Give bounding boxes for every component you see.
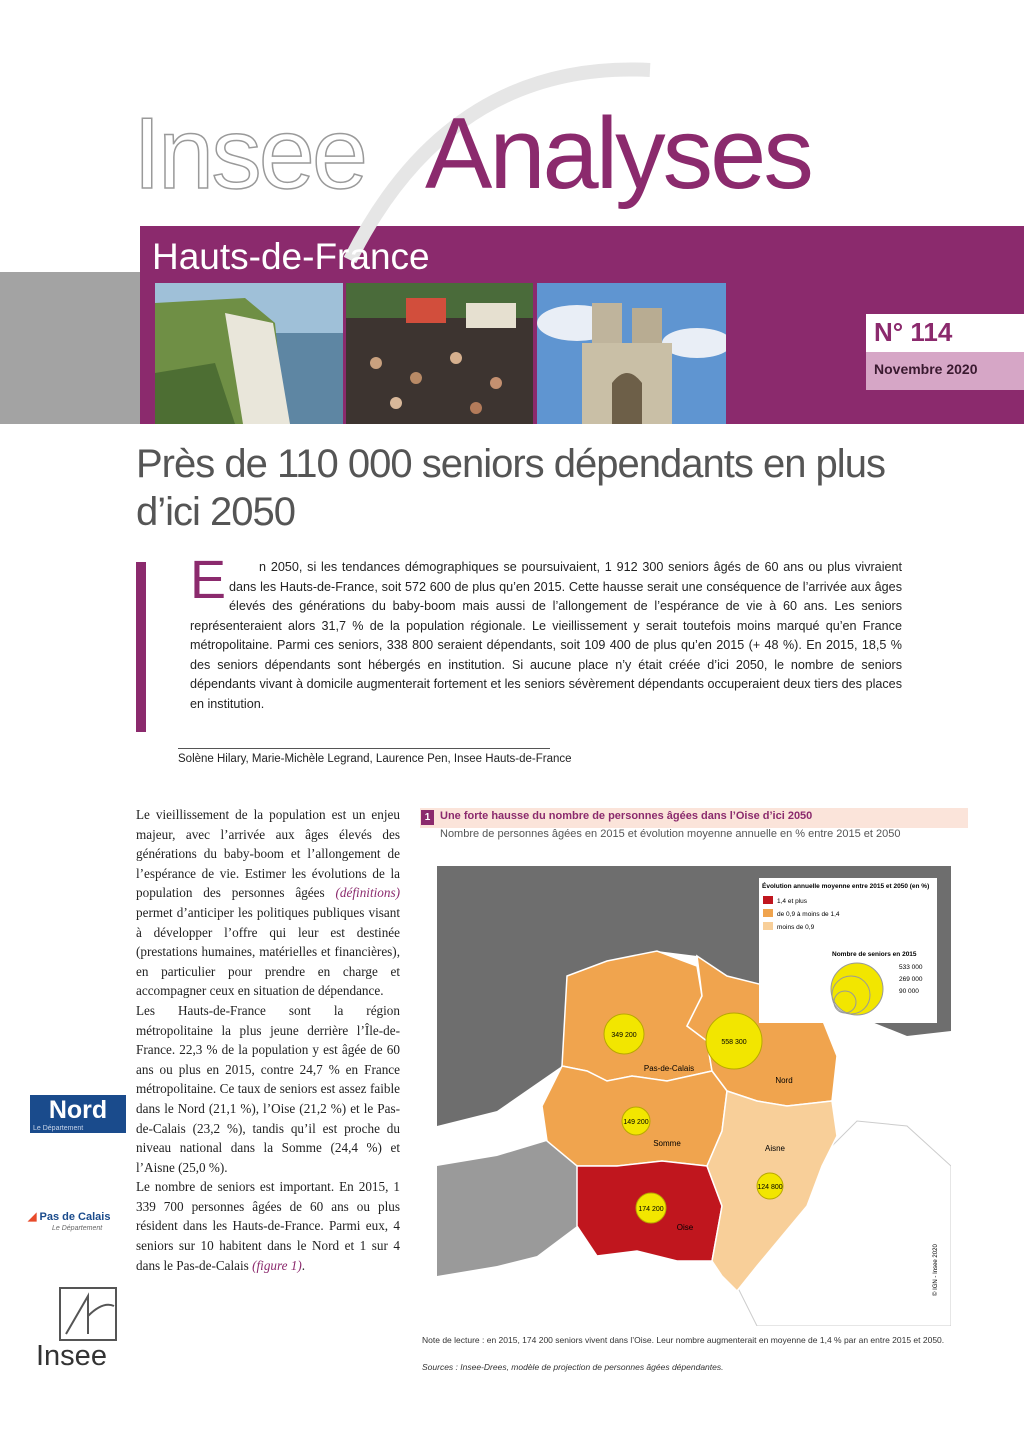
value-somme: 149 200 (623, 1119, 649, 1126)
body-text (136, 805, 400, 1275)
legend-size-title: Nombre de seniors en 2015 (832, 951, 917, 958)
value-aisne: 124 800 (757, 1184, 783, 1191)
issue-date: Novembre 2020 (874, 361, 978, 377)
value-nord: 558 300 (721, 1039, 747, 1046)
legend-item-strong: 1,4 et plus (777, 898, 807, 905)
body-paragraph-3 (136, 1177, 400, 1275)
legend-item-medium: de 0,9 à moins de 1,4 (777, 911, 840, 918)
legend-swatch-strong (763, 896, 773, 904)
abstract-text: n 2050, si les tendances démographiques se poursuivaient, 1 912 300 seniors âgés de 60 ans ou plus vivraient dans les Hauts-de-France, soit 572 600 de plus qu’en 2015. Cette hausse serait une conséquence de l’arrivée aux âges élevés des générations du baby-boom mais aussi de l’allongement de l’espérance de vie à 60 ans. Les seniors représenteraient alors 31,7 % de la population régionale. Le vieillissement y serait toutefois moins marqué qu’en France métropolitaine. Parmi ces seniors, 338 800 seraient dépendants, soit 109 400 de plus qu’en 2015 (+ 48 %). En 2015, 18,5 % des seniors dépendants sont hébergés en institution. Si aucune place n’y était créée d’ici 2050, le nombre de seniors dépendants vivant à domicile augmenterait fortement et les seniors sévèrement dépendants occuperaient deux tiers des places en institution. (190, 560, 902, 711)
value-oise: 174 200 (638, 1206, 664, 1213)
label-pas-de-calais: Pas-de-Calais (643, 1064, 695, 1073)
legend-swatch-medium (763, 909, 773, 917)
legend-title: Évolution annuelle moyenne entre 2015 et 2050 (en %) (762, 883, 930, 890)
body-paragraph-2: Les Hauts-de-France sont la région métropolitaine la plus jeune derrière l’Île-de-France. 22,3 % de la population y est âgée de 60 ans ou plus en 2015, contre 24,7 % en France métropolitaine. Ce taux de seniors est assez faible dans le Nord (21,1 %), l’Oise (21,2 %) et le Pas-de-Calais (23,2 %), tandis qu’il est proche du niveau national dans la Somme (24,4 %) et l’Aisne (25,0 %). (136, 1002, 400, 1175)
pas-de-calais-logo-text: Pas de Calais (39, 1211, 111, 1223)
legend-size-medium: 269 000 (899, 976, 923, 983)
pas-de-calais-logo: ◢ Pas de Calais (28, 1211, 111, 1223)
label-oise: Oise (676, 1223, 694, 1232)
nord-logo-subtitle: Le Département (33, 1125, 84, 1132)
value-pas-de-calais: 349 200 (611, 1032, 637, 1039)
brand-analyses: Analyses (425, 98, 811, 210)
figure-source: Sources : Insee-Drees, modèle de projection de personnes âgées dépendantes. (422, 1362, 724, 1372)
abstract-bar (136, 562, 146, 732)
pas-de-calais-logo-subtitle: Le Département (52, 1225, 103, 1232)
brand-insee: Insee (133, 98, 366, 210)
abstract (190, 550, 902, 714)
legend-item-light: moins de 0,9 (777, 924, 815, 931)
body-text-run: . (301, 1257, 306, 1273)
legend-size-large: 533 000 (899, 964, 923, 971)
label-nord: Nord (775, 1076, 793, 1085)
figure-subtitle: Nombre de personnes âgées en 2015 et évolution moyenne annuelle en % entre 2015 et 2050 (440, 828, 901, 840)
nord-logo: Nord (30, 1095, 126, 1133)
abstract-dropcap: E (190, 550, 227, 610)
region-name: Hauts-de-France (152, 236, 430, 277)
body-text-run: Le nombre de seniors est important. En 2015, 1 339 700 personnes âgées de 60 ans ou plus résident dans les Hauts-de-France. Parmi eux, 4 seniors sur 10 habitent dans le Nord et 1 sur 4 dans le Pas-de-Calais (136, 1179, 400, 1273)
figure-number: 1 (421, 810, 434, 825)
link-figure-1[interactable]: (figure 1) (252, 1257, 302, 1273)
link-definitions[interactable]: (définitions) (335, 885, 400, 901)
insee-logo-icon (58, 1286, 118, 1342)
figure-title: Une forte hausse du nombre de personnes âgées dans l’Oise d’ici 2050 (440, 810, 813, 822)
page-title: Près de 110 000 seniors dépendants en plus d’ici 2050 (136, 442, 885, 534)
insee-logo-text: Insee (36, 1340, 107, 1372)
authors-rule (178, 748, 550, 749)
body-paragraph-1 (136, 805, 400, 1001)
map-copyright: © IGN - Insee 2020 (933, 1244, 939, 1296)
label-somme: Somme (653, 1139, 681, 1148)
legend-bubble-large (831, 963, 883, 1015)
legend-swatch-light (763, 922, 773, 930)
body-text-run: Le vieillissement de la population est un enjeu majeur, avec l’arrivée aux âges élevés des générations du baby-boom et l’allongement de l’espérance de vie. Estimer les évolutions de la population des personnes âgées (136, 807, 400, 901)
photo-cliffs (155, 283, 343, 424)
body-text-run: permet d’anticiper les politiques publiques visant à développer l’offre qui leur est destinée (prestations humaines, matérielles et financières), en particulier pour prendre en charge et accompagner ceux en situation de dépendance. (136, 904, 400, 999)
photo-cathedral (537, 283, 726, 424)
dept-pas-de-calais (562, 951, 712, 1081)
issue-number: N° 114 (874, 317, 953, 347)
legend-size-small: 90 000 (899, 988, 919, 995)
photo-crowd (346, 283, 533, 424)
authors: Solène Hilary, Marie-Michèle Legrand, Laurence Pen, Insee Hauts-de-France (178, 753, 572, 765)
map (437, 866, 951, 1326)
figure-note: Note de lecture : en 2015, 174 200 seniors vivent dans l’Oise. Leur nombre augmenterait en moyenne de 1,4 % par an entre 2015 et 2050. (422, 1335, 945, 1345)
label-aisne: Aisne (764, 1144, 786, 1153)
